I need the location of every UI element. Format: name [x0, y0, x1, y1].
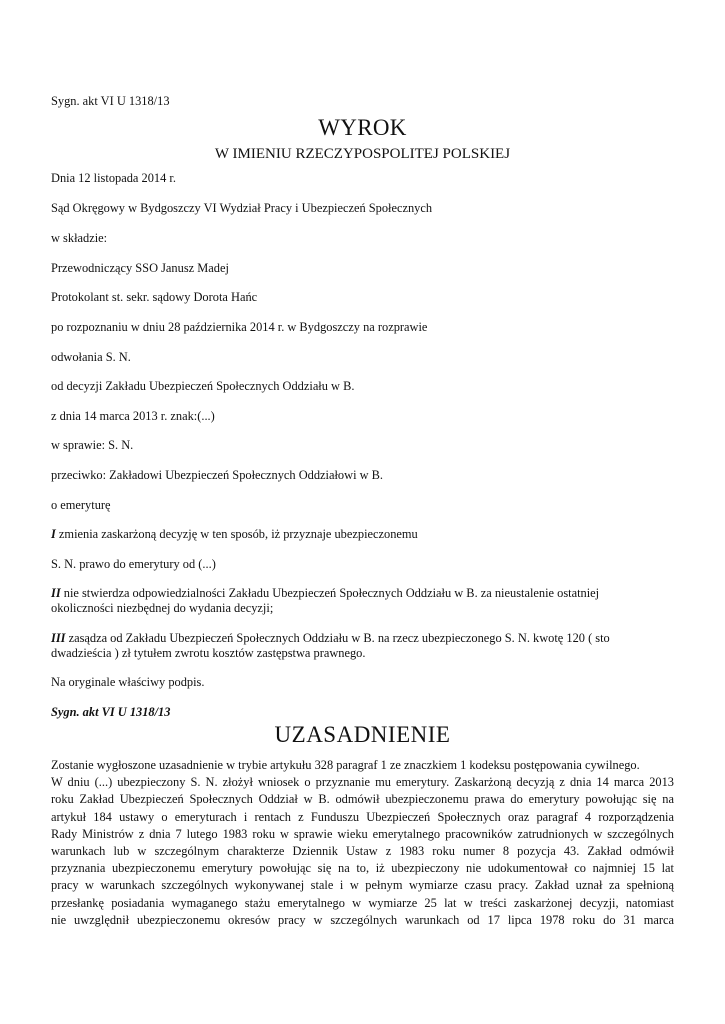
- ruling-point-1: [51, 527, 418, 542]
- justification-line: artykuł 184 ustawy o emeryturach i rentach z Funduszu Ubezpieczeń Społecznych oraz paragraf 4 rozporządzenia: [51, 809, 674, 824]
- justification-line: Zostanie wygłoszone uzasadnienie w trybie artykułu 328 paragraf 1 ze znaczkiem 1 kodeksu postępowania cywilnego.: [51, 758, 640, 772]
- ruling-point-3: [51, 631, 674, 646]
- hearing-info: po rozpoznaniu w dniu 28 października 2014 r. w Bydgoszczy na rozprawie: [51, 320, 428, 334]
- ruling-point-1-number: I: [51, 527, 56, 541]
- case-party: w sprawie: S. N.: [51, 438, 134, 452]
- ruling-point-3-continuation: dwadzieścia ) zł tytułem zwrotu kosztów zastępstwa prawnego.: [51, 646, 366, 660]
- composition-label: w składzie:: [51, 231, 108, 245]
- decision-from: od decyzji Zakładu Ubezpieczeń Społecznych Oddziału w B.: [51, 379, 355, 393]
- presiding-judge: Przewodniczący SSO Janusz Madej: [51, 261, 229, 275]
- appeal-party: odwołania S. N.: [51, 350, 131, 364]
- justification-line: W dniu (...) ubezpieczony S. N. złożył wniosek o przyznanie mu emerytury. Zaskarżoną decyzją z dnia 14 marca 2013: [51, 775, 674, 790]
- justification-line: przesłankę posiadania wymaganego stażu emerytalnego w wymiarze 25 lat w treści zaskarżonej decyzji, natomiast: [51, 895, 674, 910]
- ruling-point-1-continuation: S. N. prawo do emerytury od (...): [51, 557, 216, 571]
- ruling-point-2-number: II: [51, 586, 61, 600]
- ruling-point-2-continuation: okoliczności niezbędnej do wydania decyzji;: [51, 601, 274, 615]
- court-clerk: Protokolant st. sekr. sądowy Dorota Hańc: [51, 290, 258, 304]
- justification-line: pracy w warunkach szczególnych wykonywanej stale i w pełnym wymiarze czasu pracy. Zakład uznał za spełnioną: [51, 878, 674, 893]
- case-subject: o emeryturę: [51, 498, 111, 512]
- against-party: przeciwko: Zakładowi Ubezpieczeń Społecznych Oddziałowi w B.: [51, 468, 384, 482]
- justification-line: przyznania ubezpieczonemu emerytury powołując się na to, iż ubezpieczony nie udokumentował co najmniej 15 lat: [51, 861, 674, 876]
- justification-line: Rady Ministrów z dnia 7 lutego 1983 roku w sprawie wieku emerytalnego pracowników zatrudnionych w szczególnych: [51, 826, 674, 841]
- justification-body: [51, 757, 674, 929]
- justification-line: roku Zakład Ubezpieczeń Społecznych Oddział w B. odmówił ubezpieczonemu prawa do emerytury powołując się na: [51, 792, 674, 807]
- decision-date: z dnia 14 marca 2013 r. znak:(...): [51, 409, 215, 423]
- ruling-point-3-text: zasądza od Zakładu Ubezpieczeń Społecznych Oddziału w B. na rzecz ubezpieczonego S. N. kwotę 120 ( sto: [65, 631, 610, 645]
- ruling-point-1-text: zmienia zaskarżoną decyzję w ten sposób, iż przyznaje ubezpieczonemu: [55, 527, 418, 541]
- signature-note: Na oryginale właściwy podpis.: [51, 675, 205, 689]
- ruling-point-2-text: nie stwierdza odpowiedzialności Zakładu Ubezpieczeń Społecznych Oddziału w B. za nieustalenie ostatniej: [60, 586, 600, 600]
- justification-line: nie uwzględnił ubezpieczonemu okresów pracy w szczególnych warunkach od 17 lipca 1978 roku do 31 marca: [51, 912, 674, 927]
- ruling-point-3-number: III: [51, 631, 66, 645]
- court-name: Sąd Okręgowy w Bydgoszczy VI Wydział Pracy i Ubezpieczeń Społecznych: [51, 201, 433, 215]
- judgment-title: WYROK: [318, 115, 407, 140]
- justification-line: warunkach lub w szczególnym charakterze Dziennik Ustaw z 1983 roku numer 8 pozycja 43. Zakład odmówił: [51, 844, 674, 859]
- ruling-point-2: [51, 586, 674, 601]
- case-signature-bottom: Sygn. akt VI U 1318/13: [51, 705, 171, 719]
- case-signature-top: Sygn. akt VI U 1318/13: [51, 94, 170, 108]
- judgment-subtitle: W IMIENIU RZECZYPOSPOLITEJ POLSKIEJ: [214, 146, 511, 162]
- judgment-date: Dnia 12 listopada 2014 r.: [51, 171, 176, 185]
- justification-title: UZASADNIENIE: [274, 722, 451, 747]
